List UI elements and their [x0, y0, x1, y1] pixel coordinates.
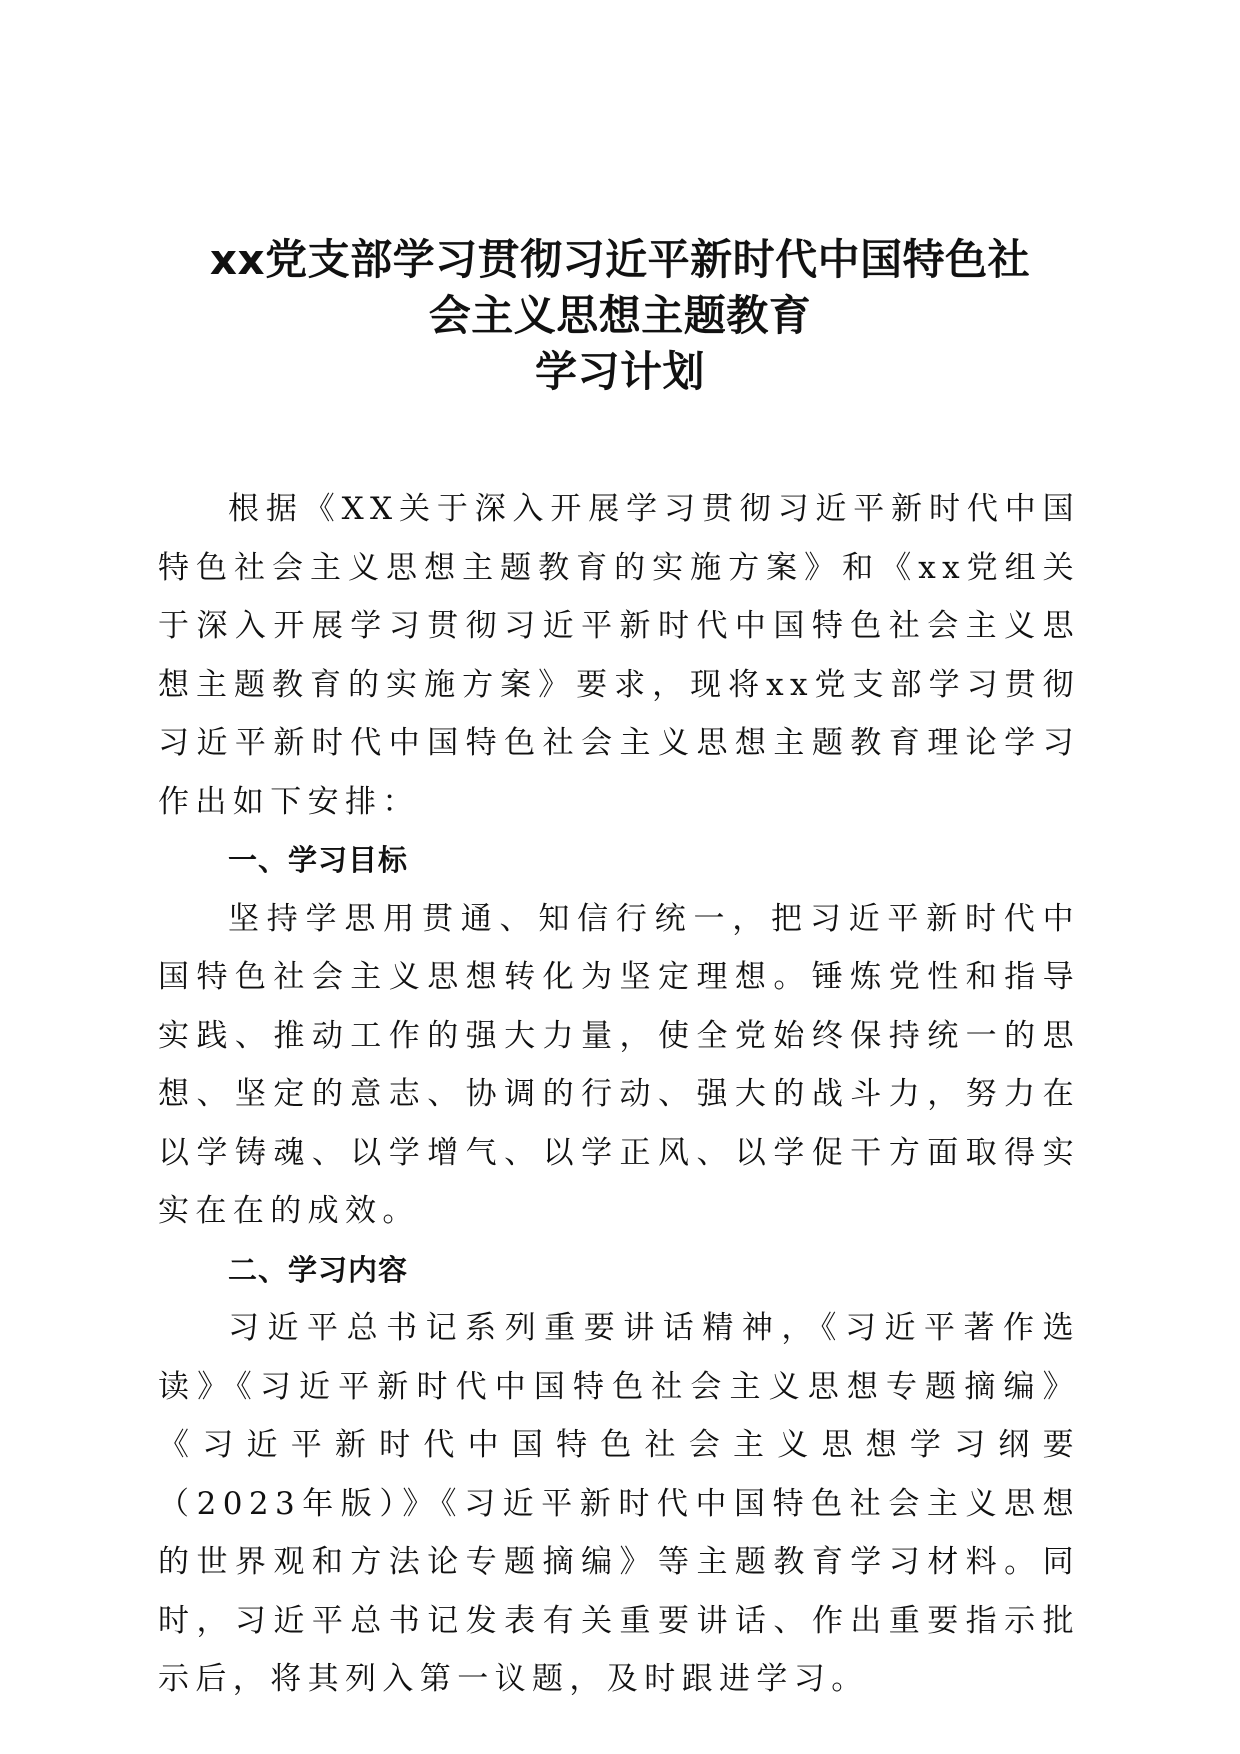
document-body — [158, 480, 1080, 1709]
title-line-1: xx党支部学习贯彻习近平新时代中国特色社 — [209, 235, 1031, 284]
section-body-content: 习近平总书记系列重要讲话精神，《习近平著作选读》《习近平新时代中国特色社会主义思想专题摘编》《习近平新时代中国特色社会主义思想学习纲要（2023年版）》《习近平新时代中国特色社会主义思想的世界观和方法论专题摘编》等主题教育学习材料。同时，习近平总书记发表有关重要讲话、作出重要指示批示后，将其列入第一议题，及时跟进学习。 — [158, 1310, 1080, 1697]
section-body-goals: 坚持学思用贯通、知信行统一，把习近平新时代中国特色社会主义思想转化为坚定理想。锤炼党性和指导实践、推动工作的强大力量，使全党始终保持统一的思想、坚定的意志、协调的行动、强大的战斗力，努力在以学铸魂、以学增气、以学正风、以学促干方面取得实实在在的成效。 — [158, 900, 1080, 1229]
section-heading-content: 二、学习内容 — [228, 1252, 409, 1287]
intro-paragraph: 根据《XX关于深入开展学习贯彻习近平新时代中国特色社会主义思想主题教育的实施方案》和《xx党组关于深入开展学习贯彻习近平新时代中国特色社会主义思想主题教育的实施方案》要求，现将xx党支部学习贯彻习近平新时代中国特色社会主义思想主题教育理论学习作出如下安排： — [158, 491, 1080, 820]
section-heading-goals: 一、学习目标 — [228, 843, 409, 877]
title-line-3: 学习计划 — [534, 347, 705, 396]
title-line-2: 会主义思想主题教育 — [428, 291, 812, 340]
document-title — [140, 232, 1100, 400]
